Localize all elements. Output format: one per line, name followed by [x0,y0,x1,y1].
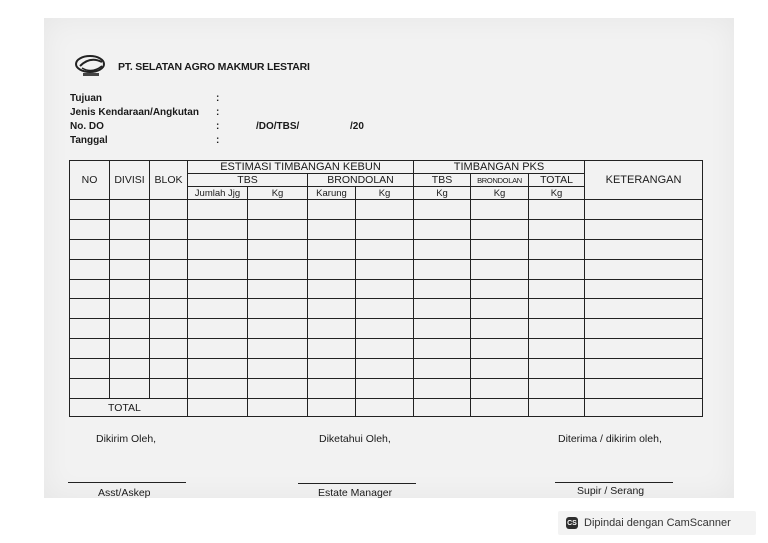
col-karung: Karung [308,187,356,200]
table-cell[interactable] [150,200,188,220]
table-row [70,239,703,259]
table-cell[interactable] [110,299,150,319]
table-cell[interactable] [248,379,308,399]
acknowledged-by-label: Diketahui Oleh, [319,433,391,445]
table-cell[interactable] [414,279,471,299]
table-cell[interactable] [529,279,585,299]
table-cell[interactable] [150,359,188,379]
table-cell[interactable] [585,200,703,220]
table-cell[interactable] [188,399,248,417]
table-cell[interactable] [356,239,414,259]
table-cell[interactable] [150,279,188,299]
col-no: NO [70,161,110,200]
table-cell[interactable] [248,239,308,259]
table-cell[interactable] [308,200,356,220]
table-cell[interactable] [110,379,150,399]
table-cell[interactable] [70,319,110,339]
table-cell[interactable] [110,359,150,379]
table-cell[interactable] [529,359,585,379]
table-cell[interactable] [356,379,414,399]
table-cell[interactable] [585,359,703,379]
table-cell[interactable] [529,299,585,319]
table-cell[interactable] [308,299,356,319]
table-cell[interactable] [471,319,529,339]
camscanner-badge [558,511,756,535]
table-cell[interactable] [585,299,703,319]
table-cell[interactable] [70,299,110,319]
field-colon: : [216,107,220,118]
table-cell[interactable] [308,319,356,339]
table-cell[interactable] [70,379,110,399]
table-cell[interactable] [414,359,471,379]
field-label: Jenis Kendaraan/Angkutan [70,107,199,118]
col-pks-brondolan: BRONDOLAN [471,174,529,187]
camscanner-text: Dipindai dengan CamScanner [584,517,731,529]
col-blok: BLOK [150,161,188,200]
table-cell[interactable] [188,259,248,279]
table-cell[interactable] [150,259,188,279]
table-cell[interactable] [248,319,308,339]
table-row [70,359,703,379]
table-cell[interactable] [414,379,471,399]
table-cell[interactable] [150,339,188,359]
table-cell[interactable] [356,219,414,239]
table-cell[interactable] [585,219,703,239]
delivery-table [69,160,703,417]
field-label: Tujuan [70,93,103,104]
table-cell[interactable] [471,399,529,417]
table-cell[interactable] [414,299,471,319]
table-cell[interactable] [308,399,356,417]
table-cell[interactable] [471,299,529,319]
table-cell[interactable] [414,399,471,417]
col-pks-total: TOTAL [529,174,585,187]
table-cell[interactable] [188,319,248,339]
table-cell[interactable] [529,239,585,259]
driver-label: Supir / Serang [577,485,645,497]
table-cell[interactable] [70,200,110,220]
field-colon: : [216,135,220,146]
table-cell[interactable] [70,339,110,359]
col-timbangan-pks: TIMBANGAN PKS [414,161,585,174]
table-cell[interactable] [248,299,308,319]
col-pks-tbs: TBS [414,174,471,187]
table-cell[interactable] [471,219,529,239]
received-by-label: Diterima / dikirim oleh, [558,433,662,445]
col-estimasi: ESTIMASI TIMBANGAN KEBUN [188,161,414,174]
field-colon: : [216,93,220,104]
camscanner-icon: CS [566,517,578,529]
table-cell[interactable] [585,379,703,399]
total-label: TOTAL [70,399,188,417]
table-cell[interactable] [188,200,248,220]
table-cell[interactable] [248,200,308,220]
col-divisi: DIVISI [110,161,150,200]
table-cell[interactable] [188,239,248,259]
table-cell[interactable] [356,299,414,319]
signature-line-manager [298,483,416,484]
total-row [70,399,703,417]
table-cell[interactable] [356,279,414,299]
table-cell[interactable] [356,319,414,339]
table-cell[interactable] [529,219,585,239]
signature-line-driver [555,482,673,483]
table-cell[interactable] [529,319,585,339]
table-row [70,379,703,399]
col-pks-tbs-kg: Kg [414,187,471,200]
col-brondolan-kg: Kg [356,187,414,200]
table-cell[interactable] [150,239,188,259]
table-cell[interactable] [188,379,248,399]
field-colon: : [216,121,220,132]
table-row [70,299,703,319]
company-logo-icon [72,54,112,80]
table-cell[interactable] [110,319,150,339]
table-cell[interactable] [308,379,356,399]
table-cell[interactable] [585,259,703,279]
table-cell[interactable] [70,359,110,379]
table-row [70,200,703,220]
table-cell[interactable] [414,259,471,279]
col-brondolan: BRONDOLAN [308,174,414,187]
table-cell[interactable] [529,339,585,359]
table-row [70,319,703,339]
table-cell[interactable] [248,359,308,379]
col-keterangan: KETERANGAN [585,161,703,200]
table-cell[interactable] [308,279,356,299]
table-cell[interactable] [188,359,248,379]
table-cell[interactable] [308,219,356,239]
table-cell[interactable] [585,239,703,259]
table-cell[interactable] [110,200,150,220]
col-pks-total-kg: Kg [529,187,585,200]
table-cell[interactable] [414,239,471,259]
table-cell[interactable] [188,279,248,299]
table-cell[interactable] [471,200,529,220]
col-pks-brondolan-kg: Kg [471,187,529,200]
table-row [70,339,703,359]
field-label: Tanggal [70,135,108,146]
table-cell[interactable] [150,379,188,399]
table-cell[interactable] [471,359,529,379]
table-cell[interactable] [248,339,308,359]
table-cell[interactable] [471,279,529,299]
asst-label: Asst/Askep [98,487,151,499]
table-cell[interactable] [585,319,703,339]
table-cell[interactable] [471,339,529,359]
table-cell[interactable] [70,279,110,299]
table-cell[interactable] [150,219,188,239]
col-tbs: TBS [188,174,308,187]
table-cell[interactable] [471,259,529,279]
table-cell[interactable] [414,200,471,220]
table-cell[interactable] [188,219,248,239]
company-name: PT. SELATAN AGRO MAKMUR LESTARI [118,61,310,73]
table-cell[interactable] [414,219,471,239]
table-cell[interactable] [110,259,150,279]
table-cell[interactable] [70,219,110,239]
signature-line-asst [68,482,186,483]
table-cell[interactable] [356,259,414,279]
do-year-part: /20 [350,121,364,132]
table-row [70,279,703,299]
table-cell[interactable] [356,359,414,379]
do-number-part: /DO/TBS/ [256,121,300,132]
table-cell[interactable] [188,339,248,359]
table-cell[interactable] [471,239,529,259]
table-cell[interactable] [248,279,308,299]
table-cell[interactable] [110,219,150,239]
sent-by-label: Dikirim Oleh, [96,433,157,445]
table-cell[interactable] [529,379,585,399]
table-cell[interactable] [356,339,414,359]
table-cell[interactable] [110,279,150,299]
table-cell[interactable] [414,339,471,359]
table-cell[interactable] [110,239,150,259]
col-tbs-kg: Kg [248,187,308,200]
table-cell[interactable] [308,339,356,359]
table-row [70,219,703,239]
table-cell[interactable] [356,200,414,220]
manager-label: Estate Manager [318,487,393,499]
table-cell[interactable] [248,399,308,417]
table-cell[interactable] [529,259,585,279]
col-jumlah-jjg: Jumlah Jjg [188,187,248,200]
table-cell[interactable] [308,239,356,259]
table-cell[interactable] [70,239,110,259]
table-cell[interactable] [248,219,308,239]
table-cell[interactable] [585,279,703,299]
table-cell[interactable] [248,259,308,279]
table-cell[interactable] [585,339,703,359]
table-body [70,200,703,417]
table-cell[interactable] [356,399,414,417]
table-cell[interactable] [308,259,356,279]
table-cell[interactable] [585,399,703,417]
table-cell[interactable] [70,259,110,279]
table-cell[interactable] [308,359,356,379]
field-label: No. DO [70,121,104,132]
table-cell[interactable] [150,319,188,339]
table-cell[interactable] [110,339,150,359]
table-cell[interactable] [529,399,585,417]
company-header [72,54,310,80]
table-cell[interactable] [188,299,248,319]
table-row [70,259,703,279]
table-cell[interactable] [471,379,529,399]
table-cell[interactable] [529,200,585,220]
table-cell[interactable] [414,319,471,339]
table-cell[interactable] [150,299,188,319]
